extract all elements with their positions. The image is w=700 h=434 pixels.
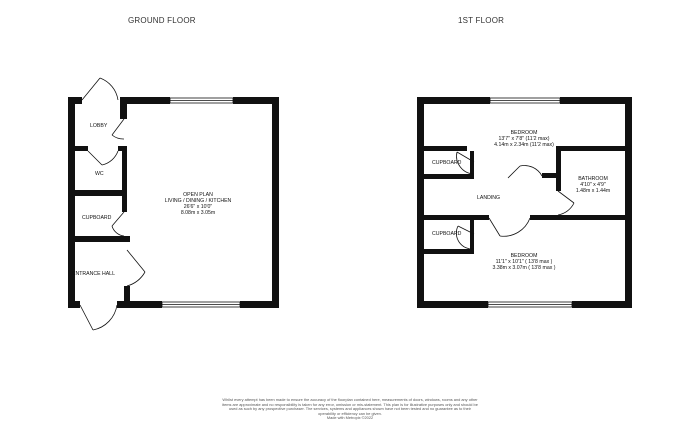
ground-doors <box>80 78 145 330</box>
wall <box>68 301 80 308</box>
wall <box>556 146 561 191</box>
wall <box>417 174 474 179</box>
open-plan-name: OPEN PLAN <box>183 192 213 198</box>
bedroom2-dim-imperial: 11'1" x 10'1" ( 13'8 max ) <box>495 259 553 265</box>
wall <box>233 97 278 104</box>
door-swing <box>100 78 118 100</box>
door-swing <box>127 272 145 286</box>
door-swing <box>558 203 574 215</box>
wall <box>558 146 632 151</box>
door-swing <box>112 135 124 139</box>
wall <box>68 190 127 196</box>
bedroom2-dim-metric: 3.38m x 3.07m ( 13'8 max ) <box>492 265 556 271</box>
door-leaf <box>112 212 124 226</box>
door-leaf <box>88 151 102 165</box>
wall <box>470 151 474 179</box>
wall <box>572 301 632 308</box>
wc-label: WC <box>95 171 104 177</box>
disclaimer-body: Whilst every attempt has been made to ensure the accuracy of the floorplan contained here, measurements of doors, windows, rooms and any other items are approximate and no responsibility is taken for any error, omission or mis-statement. This plan is for illustrative purposes only and should be used as such by any prospective purchaser. The services, systems and appliances shown have not been tested and no guarantee as to their operability or efficiency can be given. <box>222 397 478 416</box>
cupboard1-label: CUPBOARD <box>432 160 462 166</box>
disclaimer-text <box>220 398 480 421</box>
door-swing <box>520 166 542 176</box>
door-leaf <box>489 218 500 236</box>
door-leaf <box>82 78 100 100</box>
landing-label: LANDING <box>477 195 501 201</box>
open-plan-dim-imperial: 26'6" x 10'0" <box>183 204 213 210</box>
door-swing <box>102 151 118 165</box>
open-plan-subname: LIVING / DINING / KITCHEN <box>164 198 232 204</box>
lobby-label: LOBBY <box>90 123 108 129</box>
wall <box>122 196 127 212</box>
bathroom-name: BATHROOM <box>578 176 608 182</box>
wall <box>68 236 130 242</box>
wall <box>68 97 82 104</box>
first-floor-plan <box>417 97 632 308</box>
wall <box>122 146 127 192</box>
wall <box>560 97 632 104</box>
door-swing <box>93 305 117 330</box>
wall <box>272 97 279 307</box>
ground-floor-title: GROUND FLOOR <box>128 16 196 25</box>
wall <box>120 97 170 104</box>
wall <box>417 215 489 220</box>
wall <box>417 301 488 308</box>
bedroom1-dim-imperial: 13'7" x 7'8" (11'2 max) <box>498 136 550 142</box>
bedroom1-name: BEDROOM <box>510 130 538 136</box>
wall <box>124 286 130 308</box>
door-swing <box>112 226 124 236</box>
wall <box>240 301 279 308</box>
cupboard2-label: CUPBOARD <box>432 231 462 237</box>
door-leaf <box>112 119 124 135</box>
door-leaf <box>508 166 520 178</box>
door-leaf <box>558 191 574 203</box>
wall <box>417 97 424 308</box>
wall <box>417 249 474 254</box>
bathroom-dim-imperial: 4'10" x 4'9" <box>580 182 606 188</box>
door-leaf <box>80 305 93 330</box>
wall <box>120 97 127 119</box>
wall <box>417 97 490 104</box>
bedroom1-dim-metric: 4.14m x 2.34m (11'2 max) <box>494 142 554 148</box>
entrance-hall-label: ENTRANCE HALL <box>72 271 115 277</box>
bathroom-dim-metric: 1.48m x 1.44m <box>575 188 611 194</box>
door-swing <box>500 218 530 236</box>
cupboard-label: CUPBOARD <box>82 215 112 221</box>
bedroom2-name: BEDROOM <box>510 253 538 259</box>
door-leaf <box>127 250 145 272</box>
wall <box>68 146 88 151</box>
open-plan-dim-metric: 8.08m x 3.05m <box>180 210 216 216</box>
wall <box>417 146 467 151</box>
credit-line: Made with Metropix ©2022 <box>326 415 374 421</box>
first-floor-title: 1ST FLOOR <box>458 16 505 25</box>
wall <box>117 301 162 308</box>
wall <box>625 97 632 308</box>
wall <box>530 215 632 220</box>
